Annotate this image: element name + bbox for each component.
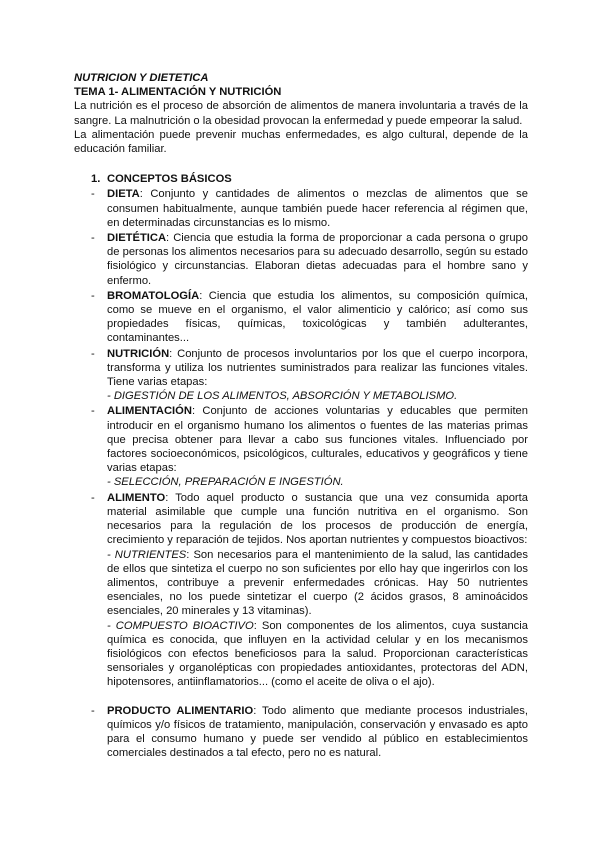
section-number: 1. [91,173,101,186]
bullet-dash: - [91,232,95,245]
intro-paragraph-1: La nutrición es el proceso de absorción de alimentos de manera involuntaria a través de la sangre. La malnutrición o la obesidad provocan la enfermedad y puede empeorar la salud. [74,100,528,127]
concept-item-alimentacion [74,404,528,489]
concept-item-alimento [74,491,528,690]
bullet-dash: - [91,405,95,418]
concept-item-nutricion [74,347,528,404]
concept-term: ALIMENTACIÓN [107,405,192,418]
concept-term: DIETA [107,188,140,201]
concept-definition: : Todo aquel producto o sustancia que una vez consumida aporta material asimilable que cumple una función nutritiva en el organismo. Son necesarios para la regulación de los procesos de producción de energía, crecimiento y reparación de tejidos. Nos aportan nutrientes y compuestos bioactivos: [107,491,528,547]
bullet-dash: - [91,347,95,360]
subconcept-label: - NUTRIENTES [107,548,187,561]
concept-term: DIETÉTICA [107,232,167,245]
bullet-dash: - [91,491,95,504]
concept-term: PRODUCTO ALIMENTARIO [107,704,254,717]
topic-heading: TEMA 1- ALIMENTACIÓN Y NUTRICIÓN [74,86,282,99]
subconcept-text: : Son necesarios para el mantenimiento de la salud, las cantidades de ellos que sintetiza el cuerpo no son suficientes por ello hay que ingerirlos con los alimentos, contribuye a prevenir enfermedades crónicas. Hay 50 nutrientes esenciales, no los puede sintetizar el cuerpo (2 ácidos grasos, 8 aminoácidos esenciales, 20 minerales y 13 vitaminas). [107,548,528,618]
concept-item-dietetica [74,231,528,288]
intro-paragraph-2: La alimentación puede prevenir muchas enfermedades, es algo cultural, depende de la educación familiar. [74,128,528,156]
bullet-dash: - [91,188,95,201]
document-title: NUTRICION Y DIETETICA [74,72,209,84]
concept-definition: : Ciencia que estudia la forma de proporcionar a cada persona o grupo de personas los alimentos necesarios para su adecuado desarrollo, según su estado fisiológico y circunstancias. Elaboran dietas adecuadas para el hombre sano y enfermo. [107,232,528,287]
subconcept-label: - COMPUESTO BIOACTIVO [107,619,254,632]
concept-item-bromatologia [74,289,528,346]
concept-item-producto-alimentario [74,704,528,761]
concept-definition: : Todo alimento que mediante procesos industriales, químicos y/o físicos de tratamiento, manipulación, conservación y envasado es apto para el consumo humano y puede ser vendido al público en establecimientos comerciales destinados a tal efecto, pero no es natural. [107,704,528,760]
concept-stages: - SELECCIÓN, PREPARACIÓN E INGESTIÓN. [107,476,344,489]
concept-definition: : Conjunto de procesos involuntarios por los que el cuerpo incorpora, transforma y utiliza los nutrientes suministrados para realizar las funciones vitales. Tiene varias etapas: [107,347,528,389]
subconcept-nutrientes [107,548,528,619]
concept-list [74,187,528,760]
bullet-dash: - [91,704,95,717]
document-content [74,71,528,760]
concept-term: BROMATOLOGÍA [107,289,200,302]
section-title: CONCEPTOS BÁSICOS [107,173,232,186]
bullet-dash: - [91,289,95,302]
concept-definition: : Conjunto y cantidades de alimentos o mezclas de alimentos que se consumen habitualmente, aunque también puede hacer referencia al régimen que, en determinadas circunstancias es lo mismo. [107,188,528,229]
concept-stages: - DIGESTIÓN DE LOS ALIMENTOS, ABSORCIÓN Y METABOLISMO. [107,390,458,403]
concept-term: ALIMENTO [107,491,166,504]
subconcept-text: : Son componentes de los alimentos, cuya sustancia química es conocida, que influyen en la actividad celular y en los mecanismos fisiológicos con efectos beneficiosos para la salud. Proporcionan características sensoriales y organolépticas con propiedades antioxidantes, protectoras del ADN, hipotensores, antiinflamatorios... (como el aceite de oliva o el ajo). [107,619,528,689]
concept-definition: : Conjunto de acciones voluntarias y educables que permiten introducir en el organismo humano los alimentos o fuentes de las materias primas que precisa obtener para llevar a cabo sus funciones vitales. Influenciado por factores socioeconómicos, psicológicos, culturales, educativos y geográficos y tiene varias etapas: [107,405,528,475]
concept-definition: : Ciencia que estudia los alimentos, su composición química, como se mueve en el organismo, el valor alimenticio y calórico; así como sus propiedades físicas, químicas, toxicológicas y también adulterantes, contaminantes... [107,289,528,345]
subconcept-compuesto-bioactivo [107,619,528,690]
section-heading [74,172,528,186]
concept-term: NUTRICIÓN [107,347,170,360]
concept-item-dieta [74,187,528,230]
